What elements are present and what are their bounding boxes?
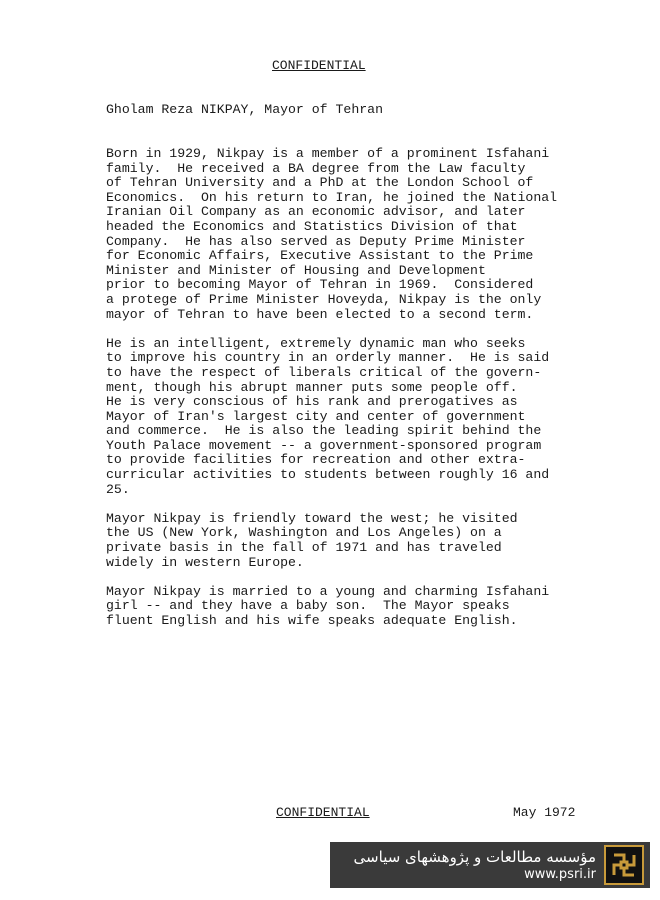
paragraph-line: fluent English and his wife speaks adequate English.: [106, 613, 518, 628]
paragraph-line: and commerce. He is also the leading spirit behind the: [106, 423, 542, 439]
paragraph-line: curricular activities to students between roughly 16 and: [106, 467, 550, 483]
paragraph-line: to improve his country in an orderly manner. He is said: [106, 350, 550, 366]
paragraph-line: mayor of Tehran to have been elected to a second term.: [106, 306, 534, 322]
paragraph-line: family. He received a BA degree from the Law faculty: [106, 160, 526, 176]
body-paragraph: [106, 337, 557, 498]
paragraph-line: Youth Palace movement -- a government-sponsored program: [106, 437, 542, 453]
paragraph-line: He is very conscious of his rank and prerogatives as: [106, 394, 518, 410]
paragraph-line: private basis in the fall of 1971 and has traveled: [106, 540, 502, 556]
watermark-logo-icon: [604, 845, 644, 885]
paragraph-line: headed the Economics and Statistics Division of that: [106, 218, 518, 234]
paragraph-line: Iranian Oil Company as an economic advisor, and later: [106, 204, 526, 220]
header-classification: CONFIDENTIAL: [272, 58, 366, 73]
paragraph-line: He is an intelligent, extremely dynamic man who seeks: [106, 335, 526, 351]
paragraph-line: Mayor Nikpay is friendly toward the west; he visited: [106, 510, 518, 526]
paragraph-line: girl -- and they have a baby son. The Mayor speaks: [106, 598, 510, 614]
paragraph-line: Mayor Nikpay is married to a young and charming Isfahani: [106, 583, 550, 599]
paragraph-line: ment, though his abrupt manner puts some people off.: [106, 379, 518, 395]
paragraph-line: Born in 1929, Nikpay is a member of a prominent Isfahani: [106, 146, 550, 161]
footer-classification: CONFIDENTIAL: [276, 805, 370, 820]
watermark-url: www.psri.ir: [524, 866, 596, 882]
paragraph-line: Economics. On his return to Iran, he joined the National: [106, 189, 558, 205]
body-paragraph: [106, 585, 557, 629]
paragraph-line: a protege of Prime Minister Hoveyda, Nikpay is the only: [106, 291, 542, 307]
paragraph-line: to provide facilities for recreation and other extra-: [106, 452, 526, 468]
paragraph-line: widely in western Europe.: [106, 554, 304, 570]
document-date: May 1972: [513, 805, 576, 820]
paragraph-line: of Tehran University and a PhD at the London School of: [106, 175, 534, 191]
paragraph-line: to have the respect of liberals critical of the govern-: [106, 364, 542, 380]
watermark-institute-name: مؤسسه مطالعات و پژوهشهای سیاسی: [353, 847, 596, 866]
watermark-text: [354, 848, 596, 883]
paragraph-line: the US (New York, Washington and Los Angeles) on a: [106, 525, 502, 541]
paragraph-line: for Economic Affairs, Executive Assistant to the Prime: [106, 248, 534, 264]
paragraph-line: Mayor of Iran's largest city and center of government: [106, 408, 526, 424]
paragraph-line: 25.: [106, 481, 130, 497]
paragraph-line: prior to becoming Mayor of Tehran in 1969. Considered: [106, 277, 534, 293]
document-subject: Gholam Reza NIKPAY, Mayor of Tehran: [106, 102, 383, 117]
body-paragraph: [106, 147, 557, 322]
paragraph-line: Minister and Minister of Housing and Development: [106, 262, 486, 278]
document-body: [106, 147, 557, 643]
body-paragraph: [106, 512, 557, 570]
watermark-banner: [330, 842, 650, 888]
paragraph-line: Company. He has also served as Deputy Prime Minister: [106, 233, 526, 249]
